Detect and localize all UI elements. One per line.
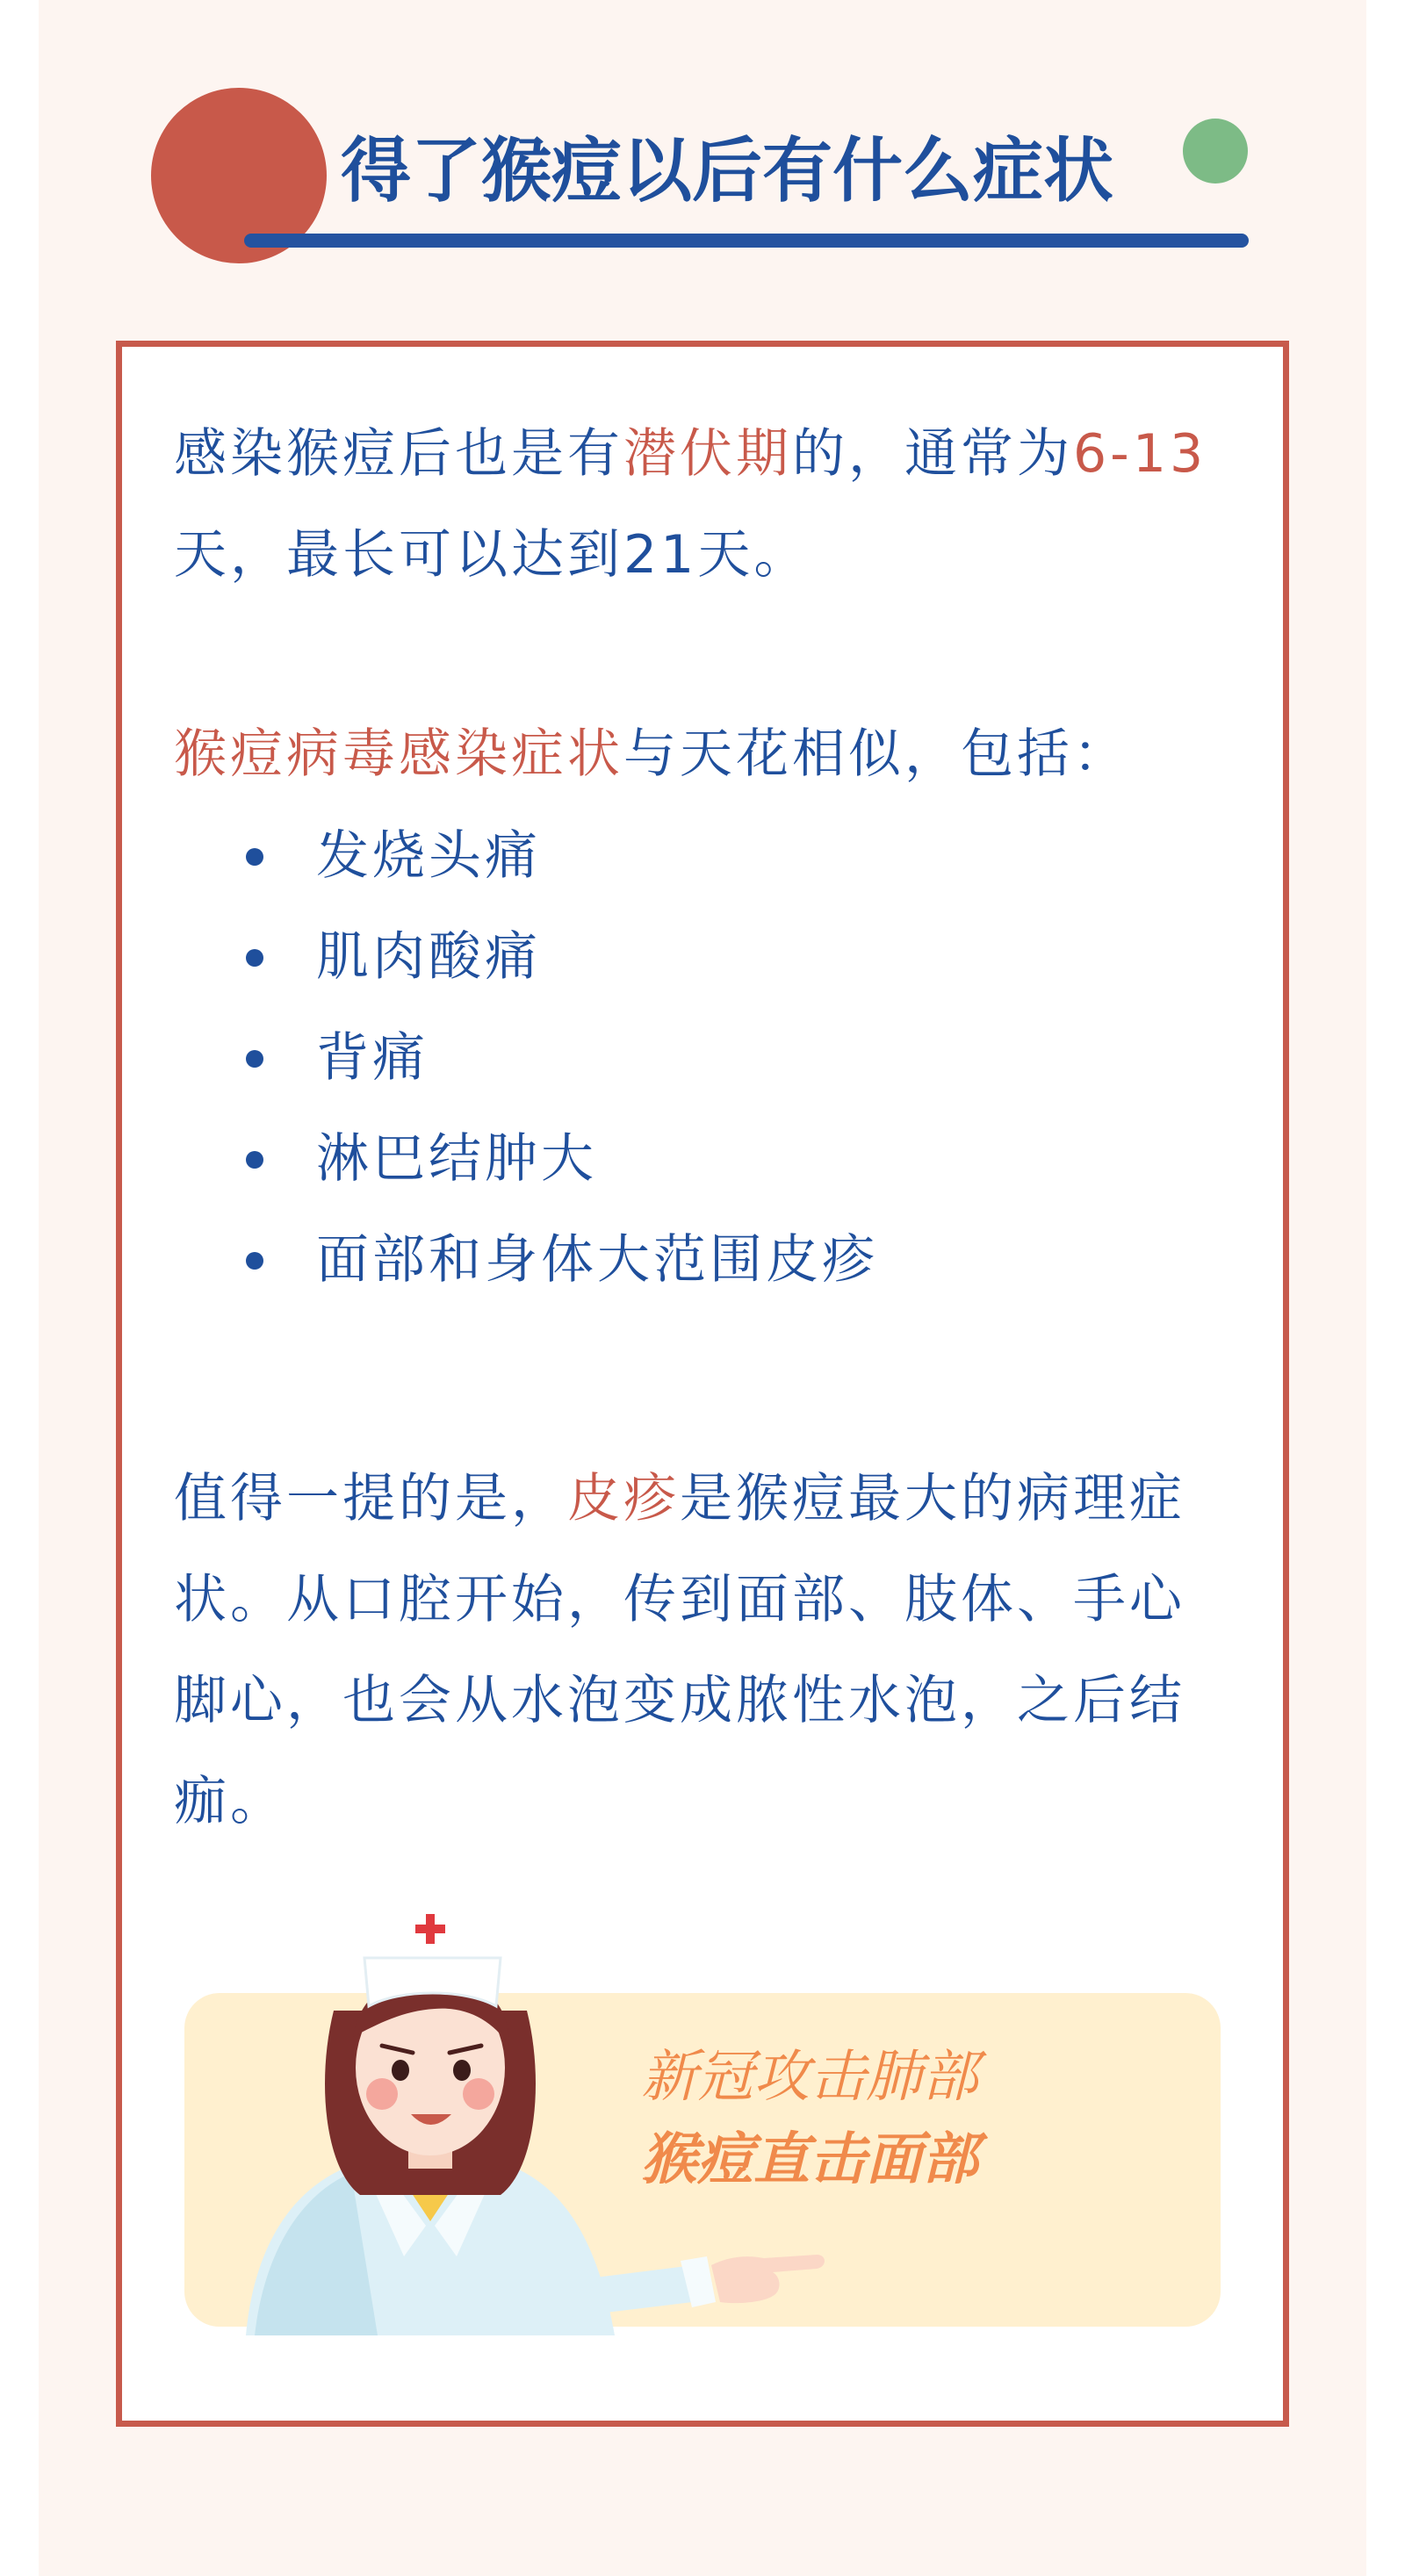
nurse-eye-left xyxy=(392,2060,409,2081)
banner-line-monkeypox: 猴痘直击面部 xyxy=(641,2127,978,2192)
nurse-cheek-right xyxy=(463,2078,494,2110)
incubation-text-1: 感染猴痘后也是有 xyxy=(174,423,623,485)
symptom-list xyxy=(176,806,1142,1311)
symptom-label: 背痛 xyxy=(316,1027,429,1089)
pointing-hand-icon xyxy=(711,2255,825,2303)
header-green-dot-decoration xyxy=(1183,119,1248,183)
nurse-eye-right xyxy=(453,2060,471,2081)
rash-text-1: 值得一提的是， xyxy=(174,1468,567,1529)
page-title: 得了猴痘以后有什么症状 xyxy=(341,130,1113,212)
incubation-text-3: 天，最长可以达到21天。 xyxy=(174,524,811,586)
symptoms-intro-highlight: 猴痘病毒感染症状 xyxy=(174,723,623,785)
bullet-dot-icon xyxy=(246,848,263,866)
title-underline xyxy=(244,234,1249,248)
cross-icon-h xyxy=(415,1925,445,1933)
symptom-label: 面部和身体大范围皮疹 xyxy=(316,1229,878,1291)
symptoms-intro-text: 与天花相似，包括： xyxy=(623,723,1129,785)
symptom-list-item xyxy=(176,1210,1142,1311)
bullet-dot-icon xyxy=(246,1050,263,1068)
incubation-highlight: 潜伏期 xyxy=(623,423,792,485)
nurse-cheek-left xyxy=(366,2078,398,2110)
symptom-label: 肌肉酸痛 xyxy=(316,926,541,988)
incubation-days-highlight: 6-13 xyxy=(1073,423,1207,485)
incubation-text-2: 的，通常为 xyxy=(792,423,1073,485)
symptom-label: 淋巴结肿大 xyxy=(316,1128,597,1190)
rash-text-2: 是猴痘最大的病理症状。从口腔开始，传到面部、肢体、手心脚心，也会从水泡变成脓性水泡，之后结痂。 xyxy=(174,1468,1185,1832)
symptom-list-item xyxy=(176,907,1142,1008)
symptoms-intro xyxy=(174,704,1236,805)
rash-paragraph xyxy=(174,1449,1236,1853)
symptom-list-item xyxy=(176,806,1142,907)
bullet-dot-icon xyxy=(246,1151,263,1169)
incubation-paragraph xyxy=(174,404,1236,606)
bullet-dot-icon xyxy=(246,949,263,967)
symptom-list-item xyxy=(176,1109,1142,1210)
banner-line-covid: 新冠攻击肺部 xyxy=(641,2045,978,2110)
rash-highlight: 皮疹 xyxy=(567,1468,680,1529)
bullet-dot-icon xyxy=(246,1252,263,1270)
symptom-list-item xyxy=(176,1008,1142,1109)
symptom-label: 发烧头痛 xyxy=(316,825,541,887)
